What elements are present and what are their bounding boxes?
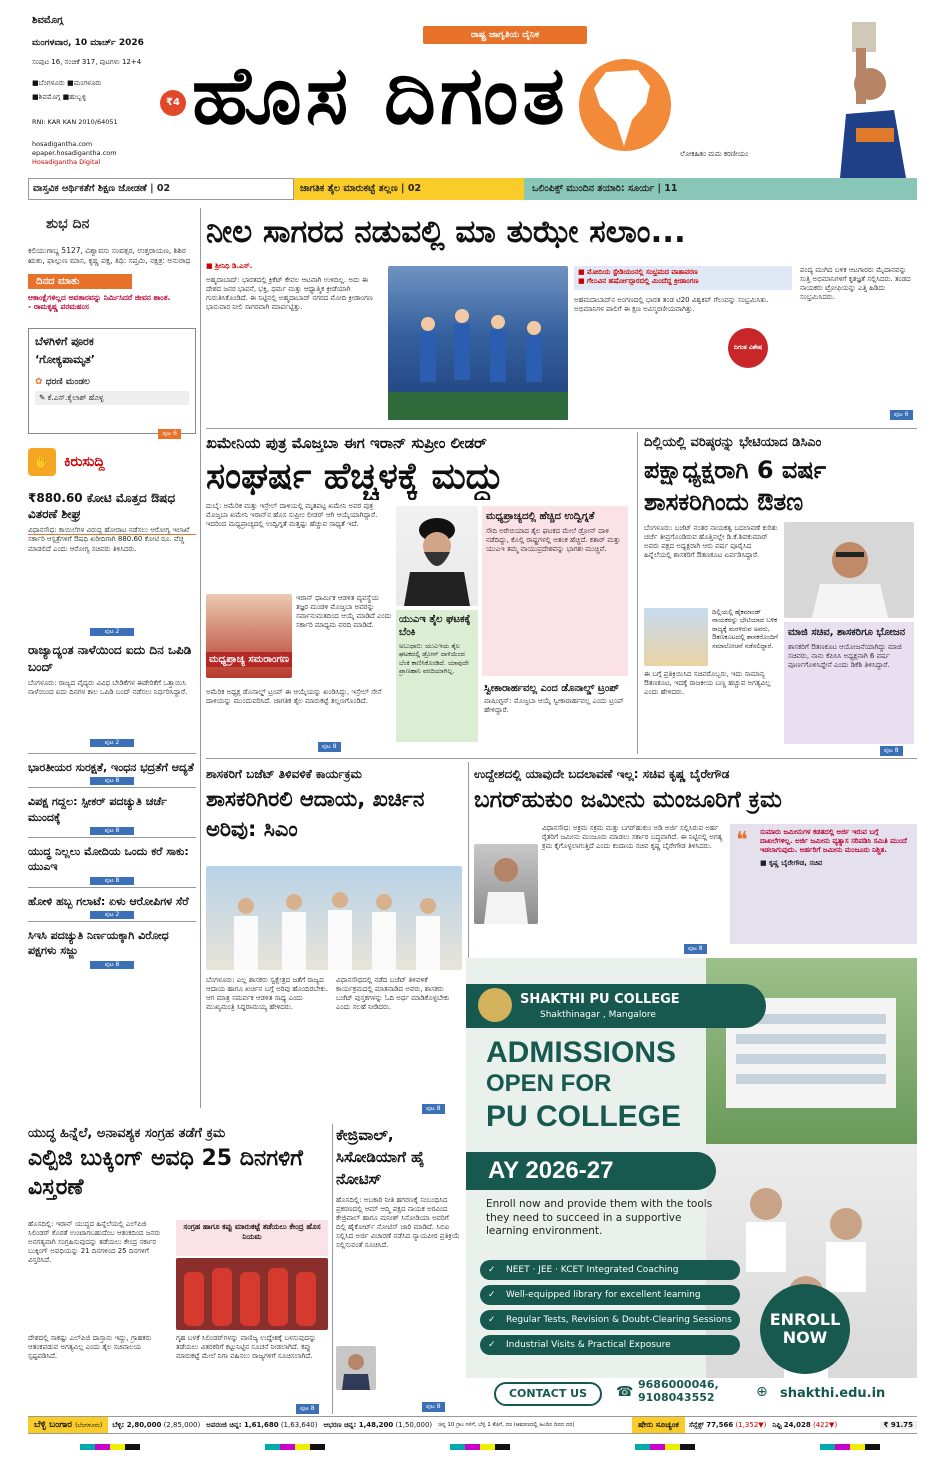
vidhana-soudha-photo [644,608,708,666]
headline-item[interactable]: ಯುದ್ಧ ನಿಲ್ಲಲು ಮೋದಿಯ ಒಂದು ಕರೆ ಸಾಕು: ಯುಎಇ ಪುಟ 8 [28,837,196,887]
kejriwal-photo [336,1346,376,1390]
quote-icon: ❝ [736,828,748,853]
iran-box-1: ಮಧ್ಯಪ್ರಾಚ್ಯದಲ್ಲಿ ಹೆಚ್ಚಿದ ಉದ್ವಿಗ್ನತೆ ಸೌದಿ ಅರೇಬಿಯಾದ ತೈಲ ಘಟಕದ ಮೇಲೆ ಡ್ರೋನ್ ದಾಳಿ ನಡೆದಿದ್ದು, ಕೊಲ್ಲಿ ರಾಷ್ಟ್ರಗಳಲ್ಲಿ ಆತಂಕ ಹೆಚ್ಚಿದೆ. ಕತಾರ್ ಮತ್ತು ಯುಎಇ ತಮ್ಮ ವಾಯುಪ್ರದೇಶವನ್ನು ಭಾಗಶಃ ಮುಚ್ಚಿವೆ. [482,506,628,676]
bagar-story[interactable] [474,764,917,952]
ad-feature-item: ✓ Regular Tests, Revision & Doubt-Clearing Sessions [480,1310,740,1330]
gokula-box[interactable] [28,328,196,437]
section-ticker [28,178,917,200]
iran-headline: ಸಂಘರ್ಷ ಹೆಚ್ಚಳಕ್ಕೆ ಮದ್ದು [206,456,504,497]
ad-location: Shakthinagar , Mangalore [540,1010,656,1020]
dkshi-box: ಮಾಜಿ ಸಚಿವ, ಶಾಸಕರಿಗೂ ಭೋಜನ ಶಾಸಕರಿಗೆ ಔತಣಕೂಟ ಆಯೋಜನೆಯಾಗಿದ್ದು ಮಾಜಿ ಸಚಿವರು, ನಾನು ಕೆಪಿಸಿಸಿ ಅಧ್ಯಕ್ಷನಾಗಿ 6 ವರ್ಷ ಪೂರ್ಣಗೊಳಿಸಿದ್ದೇನೆ ಎಂದು ಡಿಕೆಶಿ ತಿಳಿಸಿದ್ದಾರೆ. [784,622,914,744]
ad-college-name: SHAKTHI PU COLLEGE [520,992,680,1007]
bagar-quote-box: ❝ ಸುಮಾರು ಜಮೀನುಗಳ ಕಡತದಲ್ಲಿ ಅರ್ಜಿ ಇರುವ ಬಗ್ಗೆ ದಾಖಲೆಗಳಿಲ್ಲ. ಅರ್ಜಿ ಜಮೀನು ವ್ಯತ್ಯಾಸ ಸರಿಪಡಿಸಿ ಸಮಿತಿ ಮುಂದೆ ಇಡಲಾಗುವುದು. ಅರ್ಹರಿಗೆ ಜಮೀನು ಮಂಜೂರು ನಿಶ್ಚಿತ. ■ ಕೃಷ್ಣ ಬೈರೇಗೌಡ, ಸಚಿವ [730,824,917,944]
gokula-title-2: ‘ಗೋಕ್ಯಪಾಮೃತ’ [35,353,95,366]
dinada-maatu-title: ದಿನದ ಮಾತು [28,274,132,289]
market-label: ಷೇರು ಸೂಚ್ಯಂಕ [632,1417,685,1433]
lpg-box: ಸಂಗ್ರಹ ಹಾಗೂ ಕಪ್ಪು ಮಾರುಕಟ್ಟೆ ತಡೆಯಲು ಕೇಂದ್ರ ಹೊಸ ನಿಯಮ [176,1220,328,1256]
lead-byline: ■ ಶ್ರೀನಿಧಿ ಡಿ.ಎಸ್. [206,262,253,270]
kejriwal-headline: ಕೇಜ್ರಿವಾಲ್, ಸಿಸೋಡಿಯಾಗೆ ಹೈ ನೋಟಿಸ್ [336,1126,425,1188]
dkshi-page[interactable]: ಪುಟ 8 [880,746,903,756]
globe-icon: ⊕ [756,1384,768,1400]
lead-body-1: ಅಹ್ಮದಾಬಾದ್: ಭಾರತದಲ್ಲಿ ಕ್ರಿಕೆಟ್ ಕೇವಲ ಆಟವಾಗಿ ಉಳಿದಿಲ್ಲ. ಅದು ಈ ದೇಶದ ಜನರ ಭಾವನೆ, ಭಕ್ತಿ, ಧರ್ಮ ಮತ್ತು ಆಧ್ಯಾತ್ಮಿಕ ಕ್ರೀಡೆಯಾಗಿ ಗುರುತಿಸಿಕೊಂಡಿದೆ. ಈ ನಿಟ್ಟಿನಲ್ಲಿ ಅಹ್ಮದಾಬಾದ್ ನಗರದ ಮೋದಿ ಕ್ರೀಡಾಂಗಣ ಭಾನುವಾರ ನೀಲಿ ಸಾಗರವಾಗಿ ಮಾರ್ಪಟ್ಟಿತ್ತು. [206,276,373,312]
lead-highlight-box: ■ ಮೋದಿಯ ಸ್ಟೇಡಿಯಂನಲ್ಲಿ ಸಂಭ್ರಮದ ವಾತಾವರಣ ■ ಗೆಲುವಿನ ಹರ್ಷೋದ್ಗಾರದಲ್ಲಿ ಮಿಂದೆದ್ದ ಕ್ರೀಡಾಂಗಣ [574,266,792,290]
lpg-page[interactable]: ಪುಟ 8 [296,1404,319,1414]
lead-body-3: ಅಹಮದಾಬಾದ್‌ನ ಅಂಗಣದಲ್ಲಿ ಭಾರತ ತಂಡ ಟಿ20 ವಿಶ್ವಕಪ್ ಗೆಲುವನ್ನು ಸಂಭ್ರಮಿಸಿತು. ಅಭಿಮಾನಿಗಳ ಪಾಲಿಗೆ ಈ ಕ್ಷಣ ಅವಿಸ್ಮರಣೀಯವಾಗಿತ್ತು. [574,296,769,314]
panchanga: ಕಲಿಯುಗಾಬ್ದ 5127, ವಿಶ್ವಾವಸು ಸಂವತ್ಸರ, ಉತ್ತರಾಯಣ, ಶಿಶಿರ ಋತು, ಫಾಲ್ಗುಣ ಮಾಸ, ಕೃಷ್ಣ ಪಕ್ಷ, ತಿಥಿ: ಸಪ್ತಮಿ, ನಕ್ಷತ್ರ: ಅನುರಾಧ [28,246,191,265]
editions-list: ■ಬೆಂಗಳೂರು ■ಮಂಗಳೂರು ■ಶಿವಮೊಗ್ಗ ■ಹುಬ್ಬಳ್ಳಿ [32,79,102,101]
ticker-item-olympics[interactable]: ಒಲಿಂಪಿಕ್ಸ್ ಮುಂದಿನ ತಯಾರಿ: ಸೂರ್ಯ | 11 [524,178,917,200]
brief-2-title[interactable]: ರಾಜ್ಯಾದ್ಯಂತ ನಾಳೆಯಿಂದ ಐದು ದಿನ ಒಪಿಡಿ ಬಂದ್ [28,643,192,674]
kejriwal-body: ಹೊಸದಿಲ್ಲಿ: ಅಬಕಾರಿ ನೀತಿ ಹಗರಣಕ್ಕೆ ಸಂಬಂಧಿಸಿದ ಪ್ರಕರಣದಲ್ಲಿ ಆಮ್ ಆದ್ಮಿ ಪಕ್ಷದ ನಾಯಕ ಅರವಿಂದ ಕೇಜ್ರಿವಾಲ್ ಹಾಗೂ ಮನೀಶ್ ಸಿಸೋಡಿಯಾ ಅವರಿಗೆ ದಿಲ್ಲಿ ಹೈಕೋರ್ಟ್ ನೋಟಿಸ್ ಜಾರಿ ಮಾಡಿದೆ. ಸಿಬಿಐ ಸಲ್ಲಿಸಿದ ಅರ್ಜಿ ವಿಚಾರಣೆ ನಡೆಸಿದ ನ್ಯಾಯಪೀಠ ಪ್ರತಿಕ್ರಿಯೆ ಸಲ್ಲಿಸುವಂತೆ ಸೂಚಿಸಿದೆ. [336,1196,460,1250]
lead-headline: ನೀಲ ಸಾಗರದ ನಡುವಲ್ಲಿ ಮಾ ತುಝೇ ಸಲಾಂ... [206,214,686,250]
tagline-top: ರಾಷ್ಟ್ರ ಜಾಗೃತಿಯ ದೈನಿಕ [423,26,587,44]
edition-city: ಶಿವಮೊಗ್ಗ [32,15,64,26]
brief-2-body: ಬೆಂಗಳೂರು: ರಾಜ್ಯದ ವೈದ್ಯರು ವಿವಿಧ ಬೇಡಿಕೆಗಳ ಈಡೇರಿಕೆಗೆ ಒತ್ತಾಯಿಸಿ ನಾಳೆಯಿಂದ ಐದು ದಿನಗಳ ಕಾಲ ಒಪಿಡಿ ಬಂದ್ ನಡೆಸಲು ನಿರ್ಧರಿಸಿದ್ದಾರೆ. [28,678,188,696]
kirusuddi-header: ✋ ಕಿರುಸುದ್ದಿ [28,448,196,476]
dkshi-body-1: ಬೆಂಗಳೂರು: ಬಜೆಟ್ ನಂತರ ನಾಯಕತ್ವ ಬದಲಾವಣೆ ಕುರಿತು ಚರ್ಚೆ ತೀವ್ರಗೊಂಡಿರುವ ಹೊತ್ತಿನಲ್ಲೇ ಡಿ.ಕೆ.ಶಿವಕುಮಾರ್ ಅವರು ಪಕ್ಷದ ಅಧ್ಯಕ್ಷರಾಗಿ ಆರು ವರ್ಷ ಪೂರೈಸಿದ ಹಿನ್ನೆಲೆಯಲ್ಲಿ ಶಾಸಕರಿಗೆ ಔತಣಕೂಟ ಏರ್ಪಡಿಸಿದ್ದಾರೆ. [644,524,778,560]
ad-line-2: OPEN FOR [486,1070,612,1097]
lead-story[interactable] [206,210,917,425]
dkshi-body-3: ಈ ಬಗ್ಗೆ ಪ್ರತಿಕ್ರಿಯಿಸಿದ ಸಚಿವರೊಬ್ಬರು, ಇದು ಸಾಮಾನ್ಯ ಔತಣಕೂಟ, ಇದಕ್ಕೆ ರಾಜಕೀಯ ಬಣ್ಣ ಹಚ್ಚುವ ಅಗತ್ಯವಿಲ್ಲ ಎಂದು ಹೇಳಿದರು. [644,670,771,697]
kirusuddi-icon: ✋ [28,448,56,476]
brief-1-body: ವಿಧಾನಸೌಧ: ಕಾಯಿಲೆಗಳ ವಿರುದ್ಧ ಹೋರಾಟ ನಡೆಸಲು ಆರೋಗ್ಯ ಇಲಾಖೆ ಸರ್ಕಾರಿ ಆಸ್ಪತ್ರೆಗಳಿಗೆ ಔಷಧಿ ಖರೀದಿಗಾಗಿ 880.60 ಕೋಟಿ ರೂ. ವೆಚ್ಚ ಮಾಡಲಿದೆ ಎಂದು ಆರೋಗ್ಯ ಸಚಿವರು ತಿಳಿಸಿದರು. [28,526,190,553]
iran-box-2: ಯುಎಇ ತೈಲ ಘಟಕಕ್ಕೆ ಬೆಂಕಿ ಅಬುಧಾಬಿ: ಯುಎಇಯ ತೈಲ ಘಟಕದಲ್ಲಿ ಡ್ರೋನ್ ದಾಳಿಯಿಂದ ಬೆಂಕಿ ಕಾಣಿಸಿಕೊಂಡಿದೆ. ಯಾವುದೇ ಪ್ರಾಣಹಾನಿ ವರದಿಯಾಗಿಲ್ಲ. [396,610,478,742]
map-logo-icon [566,58,684,156]
issue-date: ಮಂಗಳವಾರ, 10 ಮಾರ್ಚ್ 2026 [32,38,144,48]
iran-body-2: ಇರಾನ್ ಧಾರ್ಮಿಕ ಆಡಳಿತ ವ್ಯವಸ್ಥೆಯ ತಜ್ಞರ ಮಂಡಳಿ ಮೊಜ್ತಬಾ ಅವರನ್ನು ಸರ್ವಾನುಮತದಿಂದ ಆಯ್ಕೆ ಮಾಡಿದೆ ಎಂದು ಸರ್ಕಾರಿ ಮಾಧ್ಯಮ ವರದಿ ಮಾಡಿದೆ. [296,594,392,630]
budget-kicker: ಶಾಸಕರಿಗೆ ಬಜೆಟ್ ತಿಳಿವಳಿಕೆ ಕಾರ್ಯಕ್ರಮ [206,767,362,781]
bagar-page[interactable]: ಪುಟ 8 [684,944,707,954]
silver-price: ಬೆಳ್ಳಿ: 2,80,000 (2,85,000) [112,1420,201,1429]
headline-list [28,753,196,971]
gokula-author: ✎ ಕೆ.ಎಸ್.ಕೈಲಾಶ್ ಹೊಳ್ಳ [35,391,189,405]
ad-line-3: PU COLLEGE [486,1100,682,1133]
headline-item[interactable]: ಹೋಳಿ ಹಬ್ಬ ಗಲಾಟೆ: ಏಳು ಆರೋಪಿಗಳ ಸೆರೆ ಪುಟ 2 [28,887,196,921]
color-registration-marks [80,1444,880,1452]
ad-website[interactable]: shakthi.edu.in [780,1386,886,1401]
rupee-rate: ₹ 91.75 [880,1421,917,1429]
iran-kicker: ಖಮೇನಿಯ ಪುತ್ರ ಮೊಜ್ತಬಾ ಈಗ ಇರಾನ್ ಸುಪ್ರೀಂ ಲೀಡರ್ [206,434,487,452]
brief-1-page[interactable]: ಪುಟ 2 [90,628,134,636]
lpg-headline: ಎಲ್ಪಿಜಿ ಬುಕ್ಕಿಂಗ್ ಅವಧಿ 25 ದಿನಗಳಿಗೆ ವಿಸ್ತರಣೆ [28,1146,303,1200]
ad-features [480,1260,740,1355]
check-icon: ✓ [488,1290,496,1300]
epaper-link[interactable]: epaper.hosadigantha.com [32,149,117,157]
college-ad[interactable] [466,958,917,1412]
motto: ಲೋಕಹಿತಂ ಮಮ ಕರಣೀಯಂ [680,150,749,158]
mojtaba-photo [396,506,478,606]
kejriwal-story[interactable] [336,1124,460,1412]
gold24-price: ಅಪರಂಜಿ ಚಿನ್ನ: 1,61,680 (1,63,640) [206,1420,318,1429]
gokula-page: ಪುಟ 6 [158,429,181,439]
lead-stamp: ದಿಗಂತ ವಿಶೇಷ [728,328,768,368]
rupee-icon: ₹ [883,1421,891,1429]
check-icon: ✓ [488,1315,496,1325]
bagar-body: ವಿಧಾನಸೌಧ: ಅಕ್ರಮ ಸಕ್ರಮ ಮತ್ತು ಬಗರ್‌ಹುಕುಂ ಅಡಿ ಅರ್ಜಿ ಸಲ್ಲಿಸಿರುವ ಅರ್ಹ ರೈತರಿಗೆ ಜಮೀನು ಮಂಜೂರು ಮಾಡಲು ಸರ್ಕಾರ ಬದ್ಧವಾಗಿದೆ. ಈ ನಿಟ್ಟಿನಲ್ಲಿ ಅಗತ್ಯ ಕ್ರಮ ಕೈಗೊಳ್ಳಲಾಗುತ್ತಿದೆ ಎಂದು ಕಂದಾಯ ಸಚಿವ ಕೃಷ್ಣ ಬೈರೇಗೌಡ ತಿಳಿಸಿದರು. [542,824,723,851]
ad-contact-button[interactable]: CONTACT US [494,1382,602,1406]
brief-2-page[interactable]: ಪುಟ 2 [90,739,134,747]
headline-item[interactable]: ವಿಪಕ್ಷ ಗದ್ದಲ: ಸ್ಪೀಕರ್ ಪದಚ್ಯುತಿ ಚರ್ಚೆ ಮುಂದಕ್ಕೆ ಪುಟ 8 [28,787,196,837]
market-footer [28,1416,917,1434]
flower-icon: ✿ [35,377,46,387]
iran-story[interactable] [206,432,632,754]
iran-body-3: ಅಮೆರಿಕ ಅಧ್ಯಕ್ಷ ಡೊನಾಲ್ಡ್ ಟ್ರಂಪ್ ಈ ಆಯ್ಕೆಯನ್ನು ಖಂಡಿಸಿದ್ದು, ಇಸ್ರೇಲ್ ಸೇನೆ ದಾಳಿಯನ್ನು ಮುಂದುವರಿಸಿದೆ. ಜಾಗತಿಕ ತೈಲ ಮಾರುಕಟ್ಟೆ ತಲ್ಲಣಗೊಂಡಿದೆ. [206,688,382,706]
lpg-kicker: ಯುದ್ಧ ಹಿನ್ನೆಲೆ, ಅನಾವಶ್ಯಕ ಸಂಗ್ರಹ ತಡೆಗೆ ಕ್ರಮ [28,1126,226,1141]
volume-info: ಸಂಪುಟ 16, ಸಂಚಿಕೆ 317, ಪುಟಗಳು 12+4 [32,58,142,66]
gokula-title-1: ಬೆಳಗಿಳಿಗೆ ಪೂರಕ [35,335,94,348]
masthead [0,0,945,178]
budget-page[interactable]: ಪುಟ 8 [422,1104,445,1114]
dkshi-headline: ಪಕ್ಷಾಧ್ಯಕ್ಷರಾಗಿ 6 ವರ್ಷ ಶಾಸಕರಿಗಿಂದು ಔತಣ [644,456,827,516]
budget-photo [206,866,462,970]
ad-college-logo-icon [478,988,512,1022]
kejriwal-page[interactable]: ಪುಟ 8 [422,1402,445,1412]
iran-body-1: ದುಬೈ: ಅಮೆರಿಕ ಮತ್ತು ಇಸ್ರೇಲ್ ದಾಳಿಯಲ್ಲಿ ಮೃತಪಟ್ಟ ಖಮೇನಿ ಅವರ ಪುತ್ರ ಮೊಜ್ತಬಾ ಖಮೇನಿ ಇರಾನ್‌ನ ಹೊಸ ಸುಪ್ರೀಂ ಲೀಡರ್ ಆಗಿ ಆಯ್ಕೆಯಾಗಿದ್ದಾರೆ. ಇದರಿಂದ ಮಧ್ಯಪ್ರಾಚ್ಯದಲ್ಲಿ ಉದ್ವಿಗ್ನತೆ ಮತ್ತಷ್ಟು ಹೆಚ್ಚುವ ಸಾಧ್ಯತೆ ಇದೆ. [206,502,378,529]
iran-page[interactable]: ಪುಟ 8 [318,742,341,752]
gold-label: ಬೆಳ್ಳಿ ಬಂಗಾರ (ಬೆಂಗಳೂರು) [28,1417,108,1433]
brief-1-title[interactable]: ₹880.60 ಕೋಟಿ ಮೊತ್ತದ ಔಷಧ ವಿತರಣೆ ಶೀಘ್ರ [28,491,176,522]
price-badge: ₹4 [160,90,186,116]
ad-line-1: ADMISSIONS [486,1036,677,1069]
ad-feature-item: ✓ Industrial Visits & Practical Exposure [480,1335,740,1355]
dkshi-photo [784,522,914,618]
budget-body-1: ಬೆಂಗಳೂರು: ಎಲ್ಲ ಶಾಸಕರು ಸ್ವಕ್ಷೇತ್ರದ ಜತೆಗೆ ರಾಜ್ಯದ ಆದಾಯ ಹಾಗೂ ಖರ್ಚಿನ ಬಗ್ಗೆ ಅರಿವು ಹೊಂದಿರಬೇಕು. ಆಗ ಮಾತ್ರ ಸಮರ್ಪಕ ಆಡಳಿತ ಸಾಧ್ಯ ಎಂದು ಮುಖ್ಯಮಂತ್ರಿ ಸಿದ್ದರಾಮಯ್ಯ ಹೇಳಿದರು. [206,976,328,1012]
dkshi-body-2: ದಿಲ್ಲಿಯಲ್ಲಿ ಹೈಕಮಾಂಡ್ ನಾಯಕರನ್ನು ಭೇಟಿಯಾದ ಬಳಿಕ ರಾಜ್ಯಕ್ಕೆ ಮರಳಿರುವ ಅವರು, ಔತಣಕೂಟದಲ್ಲಿ ಶಾಸಕರೊಂದಿಗೆ ಸಮಾಲೋಚನೆ ನಡೆಸಲಿದ್ದಾರೆ. [712,608,778,650]
gold22-price: ಆಭರಣ ಚಿನ್ನ: 1,48,200 (1,50,000) [323,1420,433,1429]
lead-page[interactable]: ಪುಟ 6 [890,410,913,420]
dkshi-story[interactable] [644,432,917,754]
website-link[interactable]: hosadigantha.com [32,140,93,148]
budget-headline: ಶಾಸಕರಿಗಿರಲಿ ಆದಾಯ, ಖರ್ಚಿನ ಅರಿವು: ಸಿಎಂ [206,787,425,841]
newspaper-title: ಹೊಸ ದಿಗಂತ [192,49,569,142]
shubha-dina-title: ಶುಭ ದಿನ [46,216,90,232]
lpg-box-body: ಗೃಹ ಬಳಕೆ ಸಿಲಿಂಡರ್‌ಗಳನ್ನು ವಾಣಿಜ್ಯ ಉದ್ದೇಶಕ್ಕೆ ಬಳಸುವುದನ್ನು ತಡೆಯಲು ವಿತರಕರಿಗೆ ಕಟ್ಟುನಿಟ್ಟಿನ ಸೂಚನೆ ನೀಡಲಾಗಿದೆ. ಕಪ್ಪು ಮಾರುಕಟ್ಟೆ ಮೇಲೆ ನಿಗಾ ವಹಿಸಲು ರಾಜ್ಯಗಳಿಗೆ ಸೂಚಿಸಲಾಗಿದೆ. [176,1334,317,1361]
krishna-byregowda-photo [474,844,538,924]
web-links [32,140,117,167]
ticker-item-oil[interactable]: ಜಾಗತಿಕ ತೈಲ ಮಾರುಕಟ್ಟೆ ತಲ್ಲಣ | 02 [294,178,524,200]
lead-body-4: ಪಂದ್ಯ ಮುಗಿದ ಬಳಿಕ ಆಟಗಾರರು ಮೈದಾನವನ್ನು ಸುತ್ತಿ ಅಭಿಮಾನಿಗಳಿಗೆ ಕೃತಜ್ಞತೆ ಸಲ್ಲಿಸಿದರು. ತಂಡದ ನಾಯಕರು ಟ್ರೋಫಿಯನ್ನು ಎತ್ತಿ ಹಿಡಿದು ಸಂಭ್ರಮಿಸಿದರು. [800,266,911,302]
bagar-headline: ಬಗರ್‌ಹುಕುಂ ಜಮೀನು ಮಂಜೂರಿಗೆ ಕ್ರಮ [474,787,782,813]
cricketer-photo [826,18,918,178]
digital-link[interactable]: Hosadigantha Digital [32,158,101,166]
dinada-maatu-quote: ಆಕಾಂಕ್ಷೆಗಳಿಲ್ಲದ ಅವತಾರವನ್ನು ನಿರ್ಮಿಸಿದರೆ ಜೀವನ ಶಾಂತ. [28,292,171,302]
ad-phones: 9686000046, 9108043552 [638,1378,719,1404]
lpg-story[interactable] [28,1124,328,1412]
dinada-maatu-author: - ರಾಮಕೃಷ್ಣ ಪರಮಹಂಸ [28,302,89,312]
nifty: ನಿಫ್ಟಿ 24,028 (422▼) [772,1420,838,1429]
iran-box-3: ಸ್ವೀಕಾರಾರ್ಹವಲ್ಲ ಎಂದ ಡೊನಾಲ್ಡ್ ಟ್ರಂಪ್ ವಾಷಿಂಗ್ಟನ್: ಮೊಜ್ತಬಾ ಆಯ್ಕೆ ಸ್ವೀಕಾರಾರ್ಹವಲ್ಲ ಎಂದು ಟ್ರಂಪ್ ಹೇಳಿದ್ದಾರೆ. [482,680,628,746]
budget-story[interactable] [206,764,462,1114]
phone-icon: ☎ [616,1384,634,1400]
ad-pitch: Enroll now and provide them with the tools they need to succeed in a supportive learning environment. [486,1198,713,1238]
lpg-cylinders-photo [176,1258,328,1330]
check-icon: ✓ [488,1265,496,1275]
price-note: ಚಿನ್ನ 10 ಗ್ರಾಂ ಗಳಿಗೆ, ಬೆಳ್ಳಿ 1 ಕೆಜಿಗೆ, ದರ (ಆವರಣದಲ್ಲಿ ಹಿಂದಿನ ದಿನದ ದರ) [438,1421,575,1428]
ad-enroll-button[interactable]: ENROLL NOW [760,1284,850,1374]
gokula-column: ✿ ಧರಣಿ ಮಂಡಲ [35,377,90,387]
budget-body-2: ವಿಧಾನಸೌಧದಲ್ಲಿ ನಡೆದ ಬಜೆಟ್ ತಿಳಿವಳಿಕೆ ಕಾರ್ಯಕ್ರಮದಲ್ಲಿ ಮಾತನಾಡಿದ ಅವರು, ಶಾಸಕರು ಬಜೆಟ್ ಪುಸ್ತಕಗಳನ್ನು ಓದಿ ಅರ್ಥ ಮಾಡಿಕೊಳ್ಳಬೇಕು ಎಂದು ಸಲಹೆ ನೀಡಿದರು. [336,976,450,1012]
bagar-kicker: ಉದ್ದೇಶದಲ್ಲಿ ಯಾವುದೇ ಬದಲಾವಣೆ ಇಲ್ಲ: ಸಚಿವ ಕೃಷ್ಣ ಬೈರೇಗೌಡ [474,767,730,781]
ad-feature-item: ✓ Well-equipped library for excellent learning [480,1285,740,1305]
iran-photo-caption: ಮಧ್ಯಪ್ರಾಚ್ಯ ಸಮರಾಂಗಣ [206,652,292,667]
ad-feature-item: ✓ NEET · JEE · KCET Integrated Coaching [480,1260,740,1280]
headline-item[interactable]: ಸಿಇಸಿ ಪದಚ್ಯುತಿ ನಿರ್ಣಯಕ್ಕಾಗಿ ವಿರೋಧ ಪಕ್ಷಗಳು ಸಜ್ಜು ಪುಟ 8 [28,921,196,971]
check-icon: ✓ [488,1340,496,1350]
lpg-body-2: ದೇಶದಲ್ಲಿ ಸಾಕಷ್ಟು ಎಲ್‌ಪಿಜಿ ದಾಸ್ತಾನು ಇದ್ದು, ಗ್ರಾಹಕರು ಆತಂಕಪಡುವ ಅಗತ್ಯವಿಲ್ಲ ಎಂದು ತೈಲ ಸಚಿವಾಲಯ ಸ್ಪಷ್ಟಪಡಿಸಿದೆ. [28,1334,152,1361]
rni-number: RNI: KAR KAN 2010/64051 [32,118,118,126]
lpg-body-1: ಹೊಸದಿಲ್ಲಿ: ಇರಾನ್ ಯುದ್ಧದ ಹಿನ್ನೆಲೆಯಲ್ಲಿ ಎಲ್‌ಪಿಜಿ ಸಿಲಿಂಡರ್ ಕೊರತೆ ಉಂಟಾಗಬಹುದೆಂಬ ಆತಂಕದಿಂದ ಜನರು ಅನಗತ್ಯವಾಗಿ ಸಂಗ್ರಹಿಸುವುದನ್ನು ತಡೆಯಲು ಕೇಂದ್ರ ಸರ್ಕಾರ ಬುಕ್ಕಿಂಗ್ ಅವಧಿಯನ್ನು 21 ದಿನಗಳಿಂದ 25 ದಿನಗಳಿಗೆ ವಿಸ್ತರಿಸಿದೆ. [28,1220,161,1265]
sensex: ಸೆನ್ಸೆಕ್ಸ್ 77,566 (1,352▼) [688,1420,767,1429]
ad-year: AY 2026-27 [466,1152,716,1190]
dkshi-kicker: ದಿಲ್ಲಿಯಲ್ಲಿ ವರಿಷ್ಠರನ್ನು ಭೇಟಿಯಾದ ಡಿಸಿಎಂ [644,435,822,450]
ticker-item-education[interactable]: ವಾಸ್ತವಿಕ ಆರ್ಥಿಕತೆಗೆ ಶಿಕ್ಷಣ ಜೋಡಣೆ | 02 [28,178,294,200]
lead-photo [388,266,568,420]
headline-item[interactable]: ಭಾರತೀಯರ ಸುರಕ್ಷತೆ, ಇಂಧನ ಭದ್ರತೆಗೆ ಆದ್ಯತೆ ಪುಟ 8 [28,753,196,787]
pen-icon: ✎ [39,393,48,402]
